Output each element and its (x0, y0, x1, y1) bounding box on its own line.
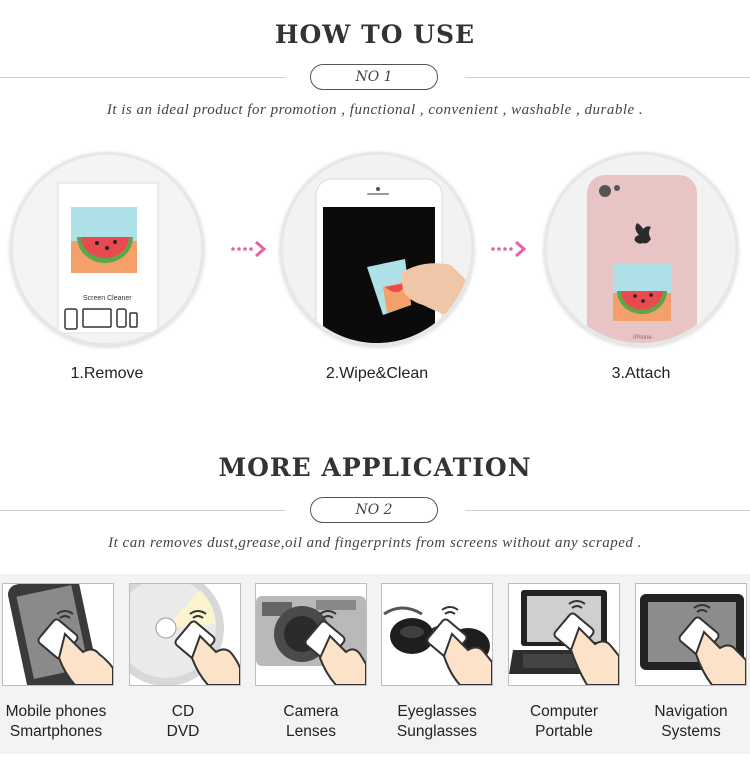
phone-brand-text: iPhone (633, 335, 652, 341)
arrow-right-icon (490, 239, 530, 259)
divider-left (0, 77, 285, 78)
step-wipe-image (280, 152, 474, 346)
application-label-computer: Computer Portable (529, 703, 599, 740)
application-label-mobile: Mobile phones Smartphones (5, 703, 107, 740)
step-attach-image (544, 152, 738, 346)
section-title-more-application: MORE APPLICATION (218, 453, 532, 482)
gps-icon (635, 583, 747, 686)
laptop-icon (508, 583, 620, 686)
step-label-attach: 3.Attach (611, 365, 671, 382)
step-remove-image (10, 152, 204, 346)
step-badge-no1: NO 1 (310, 64, 438, 90)
step-label-wipe-clean: 2.Wipe&Clean (325, 365, 429, 382)
arrow-right-icon (230, 239, 270, 259)
divider-right (465, 77, 750, 78)
step-badge-no2: NO 2 (310, 497, 438, 523)
camera-icon (255, 583, 367, 686)
application-label-eyeglasses: Eyeglasses Sunglasses (396, 703, 478, 740)
sunglasses-icon (381, 583, 493, 686)
card-text: Screen Cleaner (83, 295, 132, 302)
cd-icon (129, 583, 241, 686)
section-subtitle: It is an ideal product for promotion , functional , convenient , washable , durable . (106, 102, 644, 118)
application-label-cd: CD DVD (166, 703, 200, 740)
divider-right (465, 510, 750, 511)
application-label-camera: Camera Lenses (283, 703, 339, 740)
section-title-how-to-use: HOW TO USE (274, 20, 476, 49)
step-label-remove: 1.Remove (70, 365, 144, 382)
divider-left (0, 510, 285, 511)
section-subtitle: It can removes dust,grease,oil and fingerprints from screens without any scraped . (108, 535, 642, 551)
smartphone-icon (2, 583, 114, 686)
application-label-navigation: Navigation Systems (654, 703, 728, 740)
